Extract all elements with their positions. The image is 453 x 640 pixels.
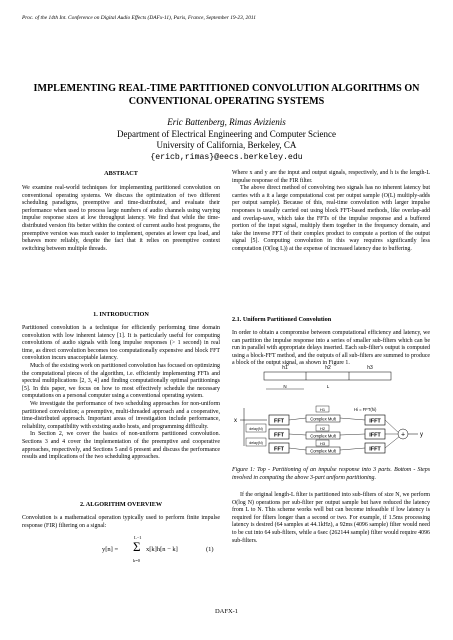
equation-sum-symbol: Σ (133, 539, 141, 554)
ifft-label-2: IFFT (369, 432, 381, 439)
right-paragraph-2: The above direct method of convolving two signals has no inherent latency but carries with a it a large computational cost per output sample (O(L) multiply-adds per output sample). Because of this, real-time convolution with larger impulse responses is usually carried out using block FFT-based methods, like overlap-add and overlap-save, which take the FFTs of the impulse response and a buffered portion of the input signal, multiply them together in the frequency domain, and take the inverse FFT of their complex product to compute a portion of the output signal [5]. Computing convolution in this way requires significantly less computation (O(log L)) at the expense of increased latency due to buffering. (232, 185, 430, 252)
impulse-response-bar (264, 372, 391, 380)
fft-label-3: FFT (273, 446, 285, 453)
ifft-label-1: IFFT (369, 418, 381, 425)
complex-mult-label-3: Complex Mult (310, 448, 336, 454)
sum-link-1 (385, 420, 400, 434)
algorithm-text (22, 515, 220, 530)
uniform-paragraph-1: In order to obtain a compromise between computational efficiency and latency, we can partition the impulse response into a series of smaller sub-filters which can be run in parallel with appropriate delays inserted. Each sub-filter's output is computed using a block-FFT method, and the outputs of all sub-filters are summed to produce a block of the output signal, as shown in Figure 1. (232, 330, 430, 367)
uniform-partitioned-heading: 2.1. Uniform Partitioned Convolution (232, 316, 332, 323)
title-line-2: CONVENTIONAL OPERATING SYSTEMS (128, 95, 325, 107)
link-5 (340, 434, 365, 435)
equation-sum-upper: L−1 (134, 535, 142, 540)
authors: Eric Battenberg, Rimas Avizienis (167, 117, 286, 127)
abstract-text (22, 185, 220, 253)
ifft-label-3: IFFT (369, 446, 381, 453)
title-line-1: IMPLEMENTING REAL-TIME PARTITIONED CONVOLUTION ALGORITHMS ON (33, 83, 420, 94)
H1-label: H1 (319, 406, 326, 412)
equation-number: (1) (206, 546, 214, 553)
paper-title (0, 83, 453, 108)
label-L: L (326, 384, 330, 389)
link-3 (289, 448, 306, 450)
intro-paragraph-3: We investigate the performance of two scheduling approaches for non-uniform partitioned convolution; a preemptive, multi-threaded approach and a cooperative, time-distributed approach. Important areas of investigation include performance, reliability, compatibility with existing audio hosts, and programming difficulty. (22, 400, 220, 430)
author-block (0, 117, 453, 163)
equation-sum-lower: k=0 (133, 558, 141, 563)
intro-heading: 1. INTRODUCTION (93, 311, 149, 318)
complex-mult-label-1: Complex Mult (310, 416, 336, 422)
link-2 (289, 434, 306, 435)
H2-label: H2 (319, 425, 326, 431)
affiliation-line-2: University of California, Berkeley, CA (156, 140, 297, 150)
link-1 (289, 418, 306, 420)
algorithm-paragraph-1: Convolution is a mathematical operation typically used to perform finite impulse response (FIR) filtering on a signal: (22, 515, 220, 529)
right-column-text (232, 170, 430, 254)
fft-label-2: FFT (273, 432, 285, 439)
running-header: Proc. of the 14th Int. Conference on Digital Audio Effects (DAFx-11), Paris, France, September 19-23, 2011 (22, 15, 256, 21)
complex-mult-label-2: Complex Mult (310, 433, 336, 439)
link-6 (340, 448, 365, 450)
sum-symbol: + (400, 431, 406, 439)
link-4 (340, 418, 365, 420)
right-paragraph-1: Where x and y are the input and output signals, respectively, and h is the length-L impulse response of the FIR filter. (232, 170, 430, 184)
page-footer: DAFX-1 (214, 608, 239, 615)
intro-paragraph-4: In Section 2, we cover the basics of non-uniform partitioned convolution. Sections 3 and 4 cover the implementation of the preemptive and cooperative approaches, respectively, and Sections 5 and 6 present and discuss the performance results and implications of the two scheduling approaches. (22, 431, 220, 461)
figure-caption-text: Figure 1: Top - Partitioning of an impulse response into 3 parts. Bottom - Steps involved in computing the above 3-part uniform partitioning. (232, 467, 430, 481)
H3-label: H3 (319, 440, 326, 446)
intro-text (22, 325, 220, 462)
equation-rhs: x[k]h[n − k] (146, 546, 178, 553)
algorithm-heading: 2. ALGORITHM OVERVIEW (79, 501, 163, 508)
abstract-heading: ABSTRACT (104, 170, 138, 177)
label-h1: h1 (282, 365, 288, 371)
equation-1 (22, 535, 220, 569)
email: {ericb,rimas}@eecs.berkeley.edu (150, 152, 303, 162)
abstract-paragraph: We examine real-world techniques for implementing partitioned convolution on conventional operating systems. We discuss the optimization of two different scheduling paradigms, preemptive and time-distributed, and evaluate their performance when used to process large numbers of audio channels using varying impulse response sizes at low throughput latency. We find that while the time-distributed version fits better within the context of current audio host programs, the preemptive version was much easier to implement, operates at lower cpu load, and behaves more reliably, despite the fact that it relies on preemptive context switching between multiple threads. (22, 185, 220, 252)
label-N: N (283, 384, 287, 389)
label-x: x (234, 418, 237, 424)
figure-caption (232, 467, 430, 482)
delay-label-1: delay(N) (249, 427, 263, 431)
label-h2: h2 (325, 365, 331, 371)
equation-lhs: y[n] = (102, 546, 119, 553)
intro-paragraph-2: Much of the existing work on partitioned convolution has focused on optimizing the computational pieces of the algorithm, i.e. efficiently implementing FFTs and spectral multiplications [2, 3, 4] and finding computationally optimal partitionings [5]. In this paper, we focus on how to most effectively schedule the necessary computations on a personal computer using a conventional operating system. (22, 362, 220, 400)
label-h3: h3 (367, 365, 373, 371)
intro-paragraph-1: Partitioned convolution is a technique for efficiently performing time domain convolution with low inherent latency [1]. It is particularly useful for computing convolutions of audio signals with long impulse responses (> 1 second) in real time, as direct convolution becomes too computationally expensive and block FFT convolution incurs unacceptable latency. (22, 325, 220, 362)
label-y: y (420, 432, 423, 438)
delay-label-2: delay(N) (249, 441, 263, 445)
affiliation-line-1: Department of Electrical Engineering and Computer Science (117, 128, 336, 139)
uniform-partitioned-text-2 (232, 492, 430, 545)
uniform-paragraph-2: If the original length-L filter is partitioned into sub-filters of size N, we perform O(log N) operations per sub-filter per output sample but have reduced the latency from L to N. This scheme works well but can become infeasible if low latency is required for filters longer than a second or two. For example, if 1.5ms processing latency is desired (64 samples at 44.1kHz), a 92ms (4096 sample) filter would need to be cut into 64 sub-filters, while a 6sec (262144 sample) filter would require 4096 sub-filters. (232, 492, 430, 544)
hi-definition: Hi = FFT(hi) (354, 407, 377, 412)
figure-1 (232, 360, 430, 460)
fft-label-1: FFT (273, 418, 285, 425)
sum-link-3 (385, 436, 400, 448)
